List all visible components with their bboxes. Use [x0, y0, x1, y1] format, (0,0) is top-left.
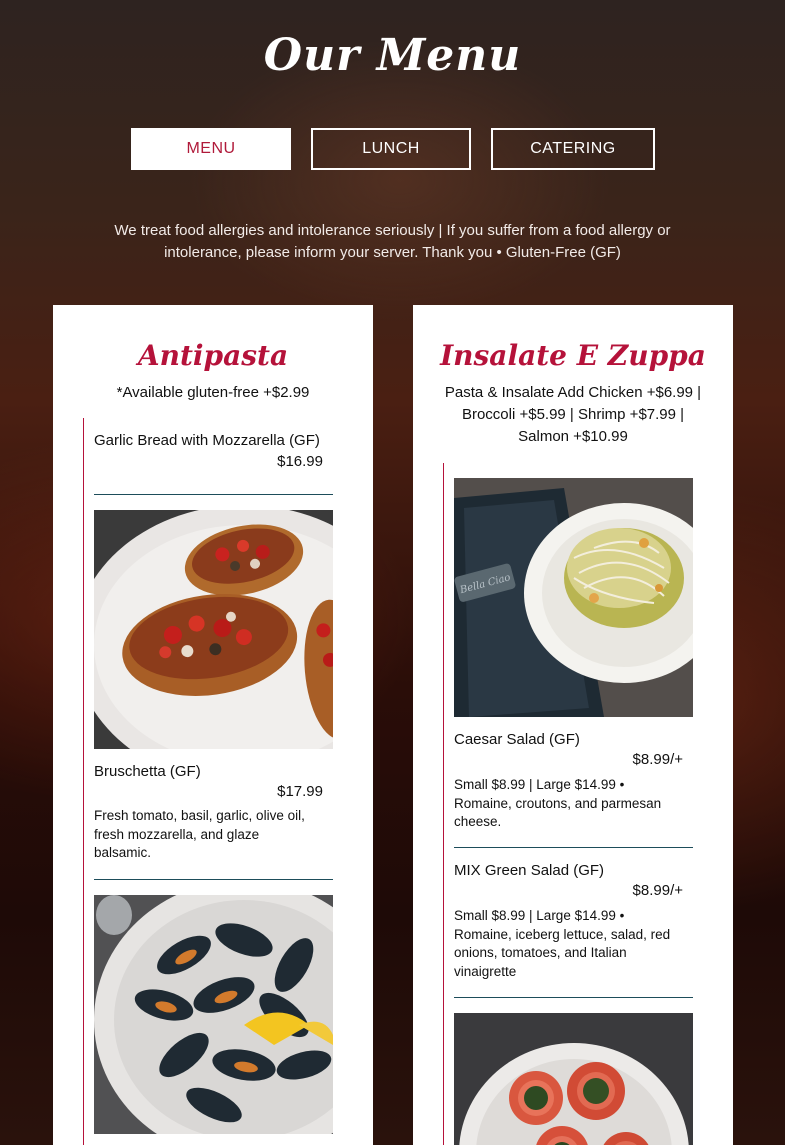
tab-catering[interactable]: CATERING	[491, 128, 655, 170]
item-name-mix-green: MIX Green Salad (GF)	[454, 862, 605, 879]
insalate-accent-line	[443, 463, 444, 1145]
item-desc-caesar: Small $8.99 | Large $14.99 • Romaine, croutons, and parmesan cheese.	[454, 777, 662, 829]
item-name-garlic-bread: Garlic Bread with Mozzarella (GF)	[94, 432, 320, 449]
item-divider	[454, 997, 693, 998]
bruschetta-photo	[94, 510, 333, 749]
item-price-bruschetta: $17.99	[277, 783, 323, 800]
item-name-bruschetta: Bruschetta (GF)	[94, 763, 201, 780]
antipasta-subtitle: *Available gluten-free +$2.99	[116, 384, 310, 401]
antipasta-card	[53, 305, 373, 1145]
caprese-tomato-photo	[454, 1013, 693, 1145]
antipasta-title: Antipasta	[137, 339, 289, 372]
item-divider	[94, 879, 333, 880]
item-price-caesar: $8.99/+	[632, 751, 683, 768]
page-title: Our Menu	[263, 30, 522, 81]
item-name-caesar: Caesar Salad (GF)	[454, 731, 580, 748]
mussels-photo	[94, 895, 333, 1134]
antipasta-accent-line	[83, 418, 84, 1145]
tab-menu[interactable]: MENU	[131, 128, 291, 170]
item-desc-bruschetta: Fresh tomato, basil, garlic, olive oil, fresh mozzarella, and glaze balsamic.	[94, 808, 305, 860]
item-divider	[454, 847, 693, 848]
item-divider	[94, 494, 333, 495]
item-price-garlic-bread: $16.99	[277, 453, 323, 470]
allergy-notice: We treat food allergies and intolerance seriously | If you suffer from a food allergy or intolerance, please inform your server. Thank you • Gluten-Free (GF)	[114, 222, 671, 261]
insalate-subtitle: Pasta & Insalate Add Chicken +$6.99 | Broccoli +$5.99 | Shrimp +$7.99 | Salmon +$10.99	[444, 384, 702, 445]
insalate-title: Insalate E Zuppa	[440, 339, 706, 372]
item-price-mix-green: $8.99/+	[632, 882, 683, 899]
item-desc-mix-green: Small $8.99 | Large $14.99 • Romaine, iceberg lettuce, salad, red onions, tomatoes, and Italian vinaigrette	[454, 908, 671, 979]
insalate-card	[413, 305, 733, 1145]
caesar-salad-photo	[454, 478, 693, 717]
menu-book-logo: Bella Ciao	[458, 572, 512, 597]
tab-lunch[interactable]: LUNCH	[311, 128, 471, 170]
